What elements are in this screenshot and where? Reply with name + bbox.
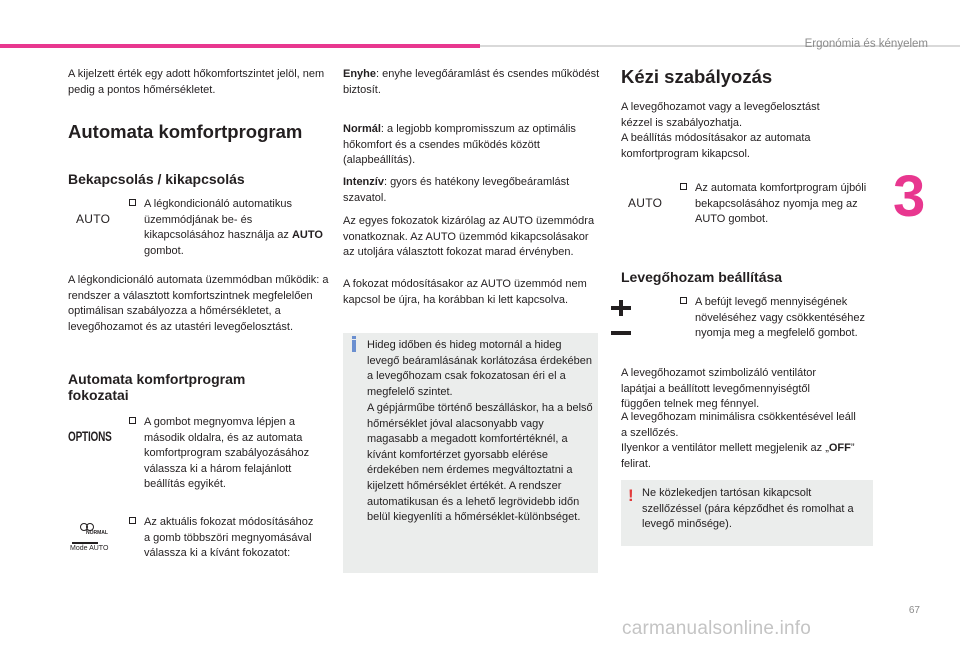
warning-text: Ne közlekedjen tartósan kikapcsolt szellőzéssel (pára képződhet és romolhat a levegő minősége).	[642, 487, 854, 531]
auto-button-icon: AUTO	[628, 196, 663, 210]
auto-mode-paragraph: A légkondicionáló automata üzemmódban működik: a rendszer a választott komfortszintnek megfelelően optimálisan szabályozza a hőmérsékletet, a levegőhozamot és az utastéri levegőelosztást.	[68, 274, 329, 333]
bullet-square-icon	[129, 199, 136, 206]
header-accent-bar	[0, 44, 480, 48]
auto-button-icon: AUTO	[76, 212, 111, 226]
bullet-auto-restore-text: Az automata komfortprogram újbóli bekapcsolásához nyomja meg az AUTO gombot.	[695, 182, 867, 226]
subsection-title-airflow: Levegőhozam beállítása	[621, 269, 783, 285]
warning-icon: !	[628, 486, 634, 505]
watermark: carmanualsonline.info	[622, 618, 812, 639]
manual-paragraph-1: A levegőhozamot vagy a levegőelosztást kézzel is szabályozhatja.	[621, 101, 820, 129]
info-icon-bar	[352, 340, 356, 352]
bullet-options-text: A gombot megnyomva lépjen a második oldalra, és az automata komfortprogram szabályozásához válassza ki a három felajánlott beállítás egyikét.	[144, 416, 310, 491]
section-title-auto-comfort: Automata komfortprogram	[68, 121, 303, 142]
bullet-square-icon	[129, 417, 136, 424]
airflow-paragraph-3: Ilyenkor a ventilátor mellett megjelenik az „OFF” felirat.	[621, 442, 855, 470]
mode-auto-label: Mode AUTO	[70, 545, 109, 552]
bullet-airflow-text: A befújt levegő mennyiségének növeléséhez vagy csökkentéséhez nyomja meg a megfelelő gombot.	[695, 296, 865, 340]
manual-paragraph-2: A beállítás módosításakor az automata komfortprogram kikapcsol.	[621, 132, 811, 160]
bullet-square-icon	[129, 517, 136, 524]
bullet-square-icon	[680, 297, 687, 304]
bullet-mode	[129, 515, 329, 579]
page-number: 67	[908, 605, 920, 616]
intro-paragraph: A kijelzett érték egy adott hőkomfortszintet jelöl, nem pedig a pontos hőmérsékletet.	[68, 68, 325, 96]
subsection-title-on-off: Bekapcsolás / kikapcsolás	[68, 171, 245, 187]
level-mild: Enyhe: enyhe levegőáramlást és csendes működést biztosít.	[343, 68, 600, 96]
subsection-title-levels: Automata komfortprogram fokozatai	[68, 371, 246, 403]
mode-auto-button-icon	[70, 521, 114, 555]
bullet-square-icon	[680, 183, 687, 190]
bullet-options	[129, 415, 329, 510]
info-text-1: Hideg időben és hideg motornál a hideg levegő beáramlásának korlátozása érdekében a levegőhozam csak fokozatosan éri el a megfelelő szintet.	[367, 339, 593, 398]
bullet-auto-toggle-text: A légkondicionáló automatikus üzemmódjának be- és kikapcsolásához használja az AUTO gombot.	[144, 198, 323, 257]
airflow-paragraph-2: A levegőhozam minimálisra csökkentésével leáll a szellőzés.	[621, 411, 856, 439]
bullet-auto-restore	[680, 181, 875, 231]
info-icon	[352, 336, 356, 339]
level-intense: Intenzív: gyors és hatékony levegőbeáramlást szavatol.	[343, 176, 570, 204]
running-title: Ergonómia és kényelem	[804, 38, 928, 50]
chapter-number: 3	[893, 164, 926, 229]
mode-auto-sub-label: NORMAL	[86, 530, 108, 536]
plus-minus-icon	[608, 300, 634, 338]
bullet-mode-text: Az aktuális fokozat módosításához a gomb többszöri megnyomásával válassza ki a kívánt fokozatot:	[144, 516, 314, 560]
options-button-icon: OPTIONS	[68, 430, 112, 445]
bullet-airflow	[680, 295, 875, 359]
levels-paragraph-1: Az egyes fokozatok kizárólag az AUTO üzemmódra vonatkoznak. Az AUTO üzemmód kikapcsolásakor az utoljára választott fokozat marad érvényben.	[343, 215, 595, 259]
levels-paragraph-2: A fokozat módosításakor az AUTO üzemmód nem kapcsol be újra, ha korábban ki lett kapcsolva.	[343, 278, 587, 306]
bullet-auto-toggle	[129, 197, 329, 263]
level-normal: Normál: a legjobb kompromisszum az optimális hőkomfort és a csendes működés között (alapbeállítás).	[343, 123, 576, 167]
airflow-paragraph-1: A levegőhozamot szimbolizáló ventilátor lapátjai a beállított levegőmennyiségtől függően telnek meg fénnyel.	[621, 367, 817, 411]
info-text-2: A gépjárműbe történő beszálláskor, ha a belső hőmérséklet jóval alacsonyabb vagy magasabb a megadott komfortértéknél, a kívánt komfortérzet gyorsabb elérése érdekében nem érdemes megváltoztatni a kijelzett hőmérséklet értékét. A rendszer automatikusan és a lehető legrövidebb időn belül kiegyenlíti a hőmérséklet-különbséget.	[367, 402, 593, 524]
section-title-manual: Kézi szabályozás	[621, 66, 773, 87]
